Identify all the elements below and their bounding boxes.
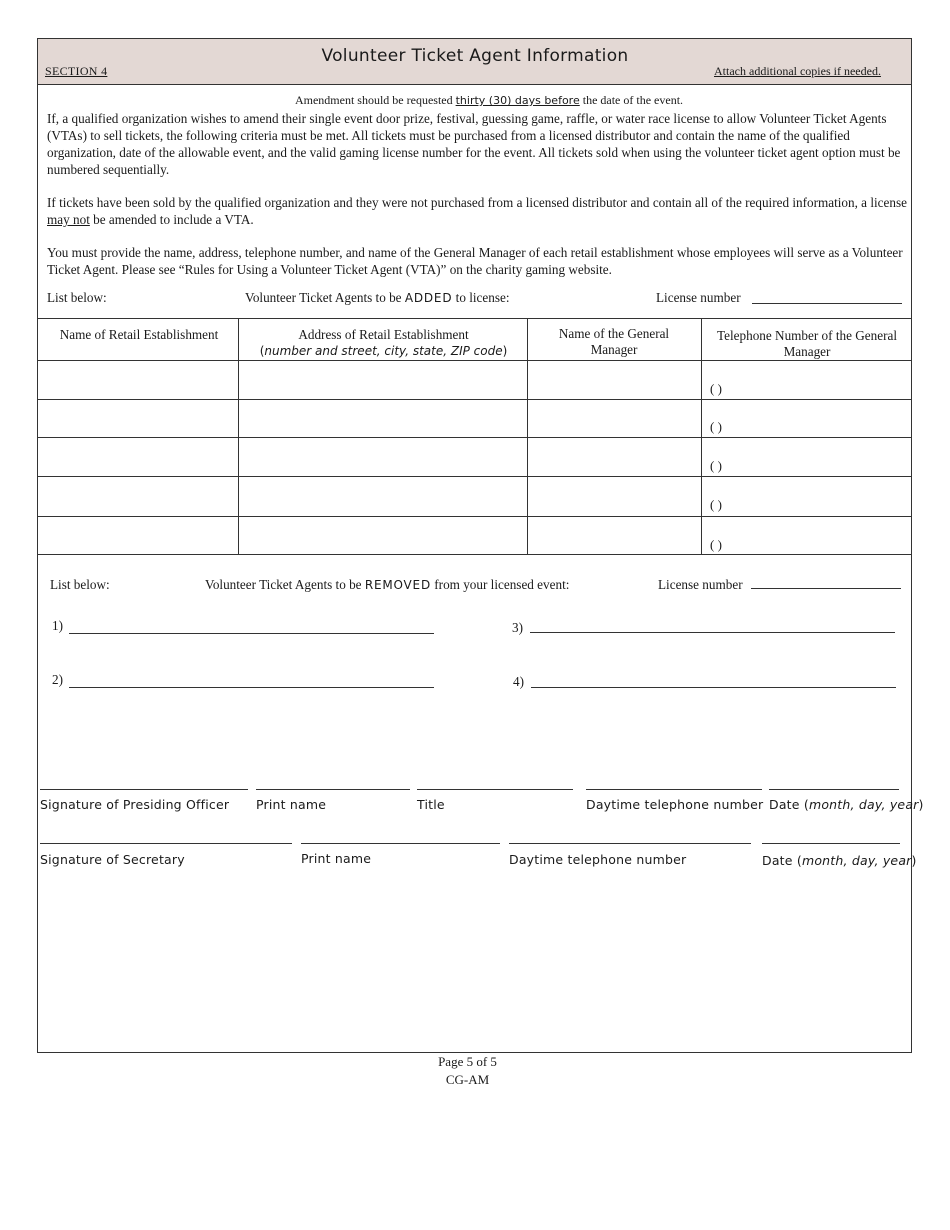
col-header-address <box>240 327 527 359</box>
cell-retail-name[interactable] <box>40 362 236 398</box>
col-header-phone: Telephone Number of the General Manager <box>717 328 897 359</box>
cell-phone[interactable] <box>703 439 911 475</box>
p2-underlined: may not <box>47 212 90 227</box>
cell-phone[interactable] <box>703 478 911 515</box>
amendment-prefix: Amendment should be requested <box>294 93 453 107</box>
removed-item-3-field[interactable] <box>530 632 895 633</box>
officer-title-field[interactable] <box>417 789 573 790</box>
removed-item-4-field[interactable] <box>531 687 896 688</box>
p2-after: be amended to include a VTA. <box>93 212 254 227</box>
section-label: SECTION 4 <box>45 64 108 78</box>
cell-phone[interactable] <box>703 401 911 436</box>
removed-keyword: REMOVED <box>364 578 431 592</box>
table-header-divider <box>38 360 912 361</box>
officer-print-name-field[interactable] <box>256 789 410 790</box>
officer-phone-field[interactable] <box>586 789 762 790</box>
paragraph-not-amend <box>47 194 913 228</box>
page-number: Page 5 of 5 <box>438 1054 497 1069</box>
cell-phone[interactable] <box>703 362 911 398</box>
phone-area-code-paren: ( ) <box>710 537 722 552</box>
removed-license-number-field[interactable] <box>751 588 901 589</box>
secretary-date-field[interactable] <box>762 843 900 844</box>
added-keyword: ADDED <box>404 291 453 305</box>
officer-title-label: Title <box>417 797 445 812</box>
attach-note: Attach additional copies if needed. <box>714 64 881 78</box>
officer-date-field[interactable] <box>769 789 899 790</box>
secretary-signature-field[interactable] <box>40 843 292 844</box>
secretary-phone-field[interactable] <box>509 843 751 844</box>
cell-retail-name[interactable] <box>40 478 236 515</box>
col-header-manager: Name of the General Manager <box>558 326 670 357</box>
added-license-number-field[interactable] <box>752 303 902 304</box>
removed-item-number: 2) <box>52 672 63 687</box>
phone-area-code-paren: ( ) <box>710 497 722 512</box>
form-title: Volunteer Ticket Agent Information <box>321 46 629 66</box>
added-license-label: License number <box>656 290 741 305</box>
added-instruction <box>245 290 510 306</box>
phone-area-code-paren: ( ) <box>710 419 722 434</box>
officer-signature-field[interactable] <box>40 789 248 790</box>
cell-retail-name[interactable] <box>40 439 236 475</box>
cell-manager[interactable] <box>529 478 700 515</box>
p2-before: If tickets have been sold by the qualified organization and they were not purchased from a licensed distributor and contain all of the required information, a license <box>47 195 907 210</box>
paragraph-criteria: If, a qualified organization wishes to amend their single event door prize, festival, guessing game, raffle, or water race license to allow Volunteer Ticket Agents (VTAs) to sell tickets, the following criteria must be met. All tickets must be purchased from a licensed distributor and contain the name of the qualified organization, date of the allowable event, and the valid gaming license number for the event. All tickets sold when using the volunteer ticket agent option must be numbered sequentially. <box>47 111 901 177</box>
officer-phone-label: Daytime telephone number <box>586 797 764 812</box>
secretary-phone-label: Daytime telephone number <box>509 852 687 867</box>
amendment-suffix: the date of the event. <box>582 93 684 107</box>
officer-signature-label: Signature of Presiding Officer <box>40 797 230 812</box>
amendment-note <box>0 93 950 108</box>
cell-phone[interactable] <box>703 518 911 554</box>
cell-manager[interactable] <box>529 518 700 554</box>
table-row-divider <box>38 516 912 517</box>
table-row-divider <box>38 476 912 477</box>
cell-manager[interactable] <box>529 439 700 475</box>
removed-item-2-field[interactable] <box>69 687 434 688</box>
phone-area-code-paren: ( ) <box>710 458 722 473</box>
cell-address[interactable] <box>240 478 526 515</box>
cell-address[interactable] <box>240 439 526 475</box>
cell-address[interactable] <box>240 518 526 554</box>
added-text-before: Volunteer Ticket Agents to be <box>245 290 402 305</box>
removed-list-below: List below: <box>50 577 110 592</box>
added-text-after: to license: <box>455 290 510 305</box>
added-list-below: List below: <box>47 290 107 305</box>
col-header-address-sub: (number and street, city, state, ZIP code) <box>259 344 508 358</box>
amendment-emphasis: thirty (30) days before <box>455 94 580 107</box>
officer-print-name-label: Print name <box>256 797 327 812</box>
removed-instruction <box>205 577 569 593</box>
cell-address[interactable] <box>240 362 526 398</box>
officer-date-label: Date (month, day, year) <box>769 797 924 812</box>
removed-item-number: 3) <box>512 620 523 635</box>
removed-text-after: from your licensed event: <box>434 577 570 592</box>
removed-item-1-field[interactable] <box>69 633 434 634</box>
cell-manager[interactable] <box>529 401 700 436</box>
col-header-address-title: Address of Retail Establishment <box>298 327 469 342</box>
removed-text-before: Volunteer Ticket Agents to be <box>205 577 362 592</box>
cell-retail-name[interactable] <box>40 518 236 554</box>
cell-manager[interactable] <box>529 362 700 398</box>
table-row-divider <box>38 437 912 438</box>
form-id: CG-AM <box>445 1072 490 1087</box>
col-header-retail-name: Name of Retail Establishment <box>59 327 219 342</box>
paragraph-provide: You must provide the name, address, telephone number, and name of the General Manager of each retail establishment whose employees will serve as a Volunteer Ticket Agent. Please see “Rules for Using a Volunteer Ticket Agent (VTA)” on the charity gaming website. <box>47 245 903 277</box>
table-row-divider <box>38 399 912 400</box>
secretary-date-label: Date (month, day, year) <box>762 853 917 868</box>
phone-area-code-paren: ( ) <box>710 381 722 396</box>
secretary-print-name-field[interactable] <box>301 843 500 844</box>
removed-item-number: 4) <box>513 674 524 689</box>
secretary-print-name-label: Print name <box>301 851 372 866</box>
removed-license-label: License number <box>658 577 743 592</box>
cell-retail-name[interactable] <box>40 401 236 436</box>
removed-item-number: 1) <box>52 618 63 633</box>
cell-address[interactable] <box>240 401 526 436</box>
secretary-signature-label: Signature of Secretary <box>40 852 185 867</box>
